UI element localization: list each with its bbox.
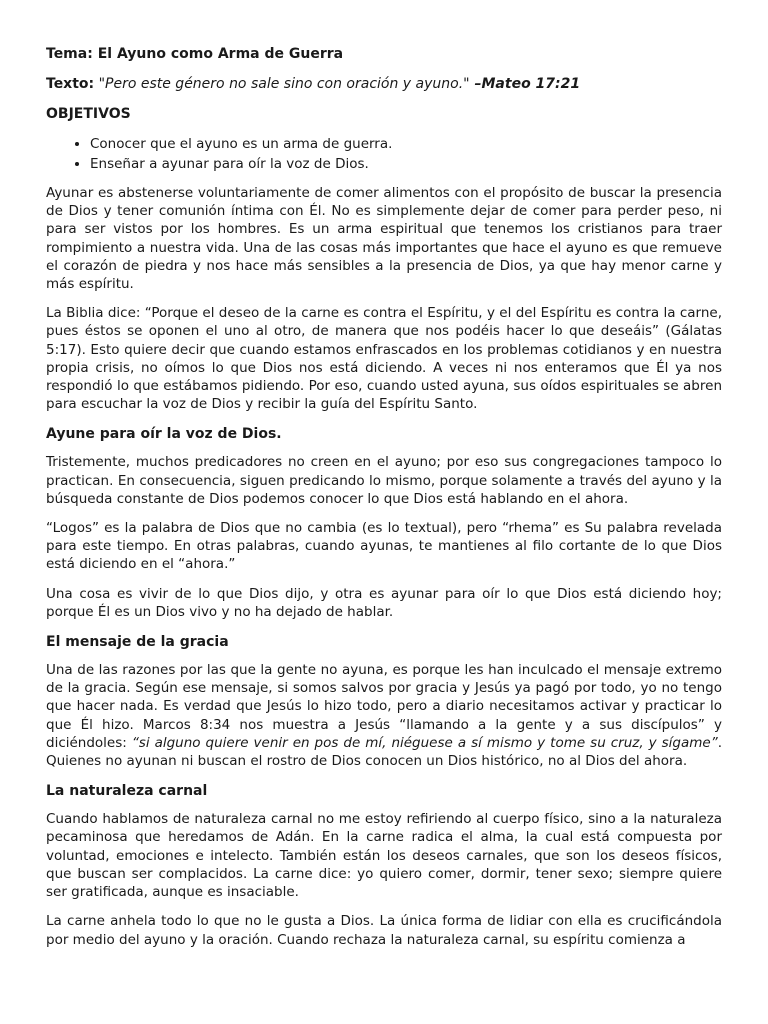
paragraph-biblia: La Biblia dice: “Porque el deseo de la carne es contra el Espíritu, y el del Espíritu es contra la carne, pues éstos se oponen el uno al otro, de manera que nos podéis hacer lo que deseáis” (Gálatas 5:17). Esto quiere decir que cuando estamos enfrascados en los problemas cotidianos y en nuestra propia crisis, no oímos lo que Dios nos está diciendo. A veces ni nos enteramos que Él ya nos respondió lo que estábamos pidiendo. Por eso, cuando usted ayuna, sus oídos espirituales se abren para escuchar la voz de Dios y recibir la guía del Espíritu Santo. [46, 305, 722, 413]
texto-label: Texto: [46, 76, 95, 92]
tema-label: Tema: [46, 46, 93, 62]
paragraph-gracia-end: . Quienes no ayunan ni buscan el rostro de Dios conocen un Dios histórico, no al Dios del ahora. [46, 734, 722, 770]
paragraph-ayunar: Ayunar es abstenerse voluntariamente de comer alimentos con el propósito de buscar la presencia de Dios y tener comunión íntima con Él. No es simplemente dejar de comer para perder peso, ni para ser vistos por los hombres. Es un arma espiritual que tenemos los cristianos para traer rompimiento a nuestra vida. Una de las cosas más importantes que hace el ayuno es que remueve el corazón de piedra y nos hace más sensibles a la presencia de Dios, ya que hay menor carne y más espíritu. [46, 185, 722, 293]
section-title-naturaleza: La naturaleza carnal [46, 783, 208, 800]
section-title-oir-voz: Ayune para oír la voz de Dios. [46, 426, 282, 443]
paragraph-gracia-quote: “si alguno quiere venir en pos de mí, niéguese a sí mismo y tome su cruz, y sígame” [131, 734, 718, 751]
paragraph-gracia [46, 661, 722, 770]
tema-heading [46, 44, 722, 64]
texto-line [46, 74, 722, 94]
paragraph-logos-rhema: “Logos” es la palabra de Dios que no cambia (es lo textual), pero “rhema” es Su palabra revelada para este tiempo. En otras palabras, cuando ayunas, te mantienes al filo cortante de lo que Dios está diciendo en el “ahora.” [46, 520, 722, 573]
objectives-list [46, 134, 722, 174]
paragraph-carne-anhela: La carne anhela todo lo que no le gusta a Dios. La única forma de lidiar con ella es crucificándola por medio del ayuno y la oración. Cuando rechaza la naturaleza carnal, su espíritu comienza a [46, 913, 722, 948]
objective-item: • Enseñar a ayunar para oír la voz de Dios. [90, 154, 722, 174]
objective-item: • Conocer que el ayuno es un arma de guerra. [90, 134, 722, 154]
section-title-gracia: El mensaje de la gracia [46, 634, 229, 651]
paragraph-gracia-start: Una de las razones por las que la gente no ayuna, es porque les han inculcado el mensaje extremo de la gracia. Según ese mensaje, si somos salvos por gracia y Jesús ya pagó por todo, yo no tengo que hacer nada. Es verdad que Jesús lo hizo todo, pero a diario necesitamos activar y practicar lo que Él hizo. Marcos 8:34 nos muestra a Jesús “llamando a la gente y a sus discípulos” y diciéndoles: [46, 662, 722, 751]
paragraph-dios-vivo: Una cosa es vivir de lo que Dios dijo, y otra es ayunar para oír lo que Dios está diciendo hoy; porque Él es un Dios vivo y no ha dejado de hablar. [46, 585, 722, 620]
paragraph-predicadores: Tristemente, muchos predicadores no creen en el ayuno; por eso sus congregaciones tampoco lo practican. En consecuencia, siguen predicando lo mismo, porque solamente a través del ayuno y la búsqueda constante de Dios podemos conocer lo que Dios está hablando en el ahora. [46, 454, 722, 507]
texto-reference: –Mateo 17:21 [469, 76, 581, 92]
texto-quote: "Pero este género no sale sino con oración y ayuno." [98, 76, 470, 92]
objectives-heading: OBJETIVOS [46, 106, 131, 122]
tema-title: El Ayuno como Arma de Guerra [97, 46, 344, 62]
paragraph-naturaleza: Cuando hablamos de naturaleza carnal no me estoy refiriendo al cuerpo físico, sino a la naturaleza pecaminosa que heredamos de Adán. En la carne radica el alma, la cual está compuesta por voluntad, emociones e intelecto. También están los deseos carnales, que son los deseos físicos, que buscan ser complacidos. La carne dice: yo quiero comer, dormir, tener sexo; siempre quiere ser gratificada, aunque es insaciable. [46, 811, 722, 901]
